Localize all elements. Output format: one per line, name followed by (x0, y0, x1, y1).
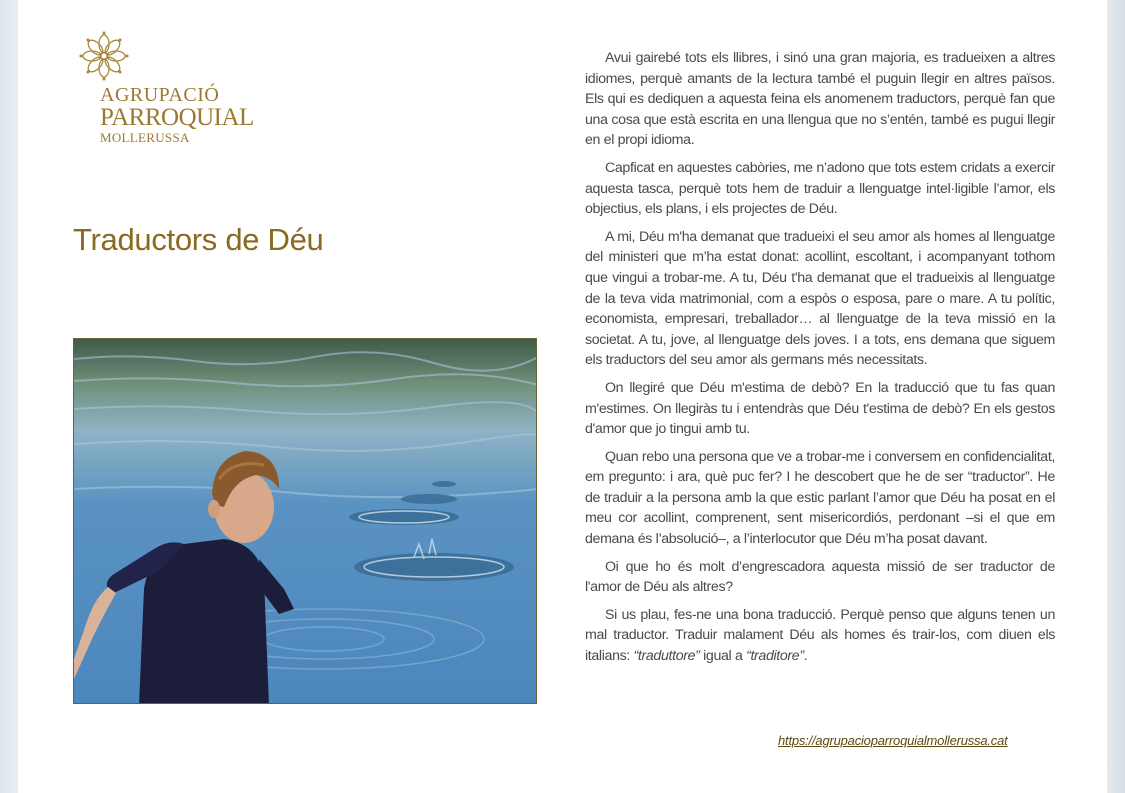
paragraph: A mi, Déu m'ha demanat que tradueixi el seu amor als homes al llenguatge del ministeri que m’ha estat donat: acollint, escoltant, i acompanyant tothom que vingui a trobar-me. A tu, Déu t'ha demanat que el tradueixis al llenguatge de la teva vida matrimonial, com a espòs o esposa, pare o mare. A tu polític, economista, empresari, treballador… al llenguatge de la teva missió en la societat. A tu, jove, al llenguatge dels joves. I a tots, ens demana que siguem els traductors del seu amor als germans més necessitats. (585, 228, 1055, 369)
logo-line-3: MOLLERUSSA (100, 130, 190, 145)
logo-line-2: PARROQUIAL (100, 104, 254, 131)
article-body (585, 48, 1055, 674)
paragraph: On llegiré que Déu m'estima de debò? En la traducció que tu fas quan m'estimes. On llegiràs tu i entendràs que Déu t'estima de debò? En els gestos d'amor que jo tingui amb tu. (585, 379, 1055, 438)
paragraph: Oi que ho és molt d’engrescadora aquesta missió de ser traductor de l'amor de Déu als altres? (585, 558, 1055, 596)
paragraph-last (585, 605, 1055, 667)
paragraph-last-prefix: Si us plau, fes-ne una bona traducció. Perquè penso que alguns tenen un mal traductor. Traduir malament Déu als homes és trair-los, com diuen els italians: (585, 606, 1055, 665)
term-traditore: “traditore” (746, 648, 804, 665)
term-traduttore: “traduttore” (633, 648, 700, 665)
website-link[interactable]: https://agrupacioparroquialmollerussa.cat (778, 733, 1008, 748)
flower-logo-icon (78, 30, 130, 82)
paragraph: Capficat en aquestes cabòries, me n’adono que tots estem cridats a exercir aquesta tasca, perquè tots hem de traduir a llenguatge intel·ligible l’amor, els objectius, els plans, i els projectes de Déu. (585, 159, 1055, 218)
page-title: Traductors de Déu (73, 222, 324, 257)
logo (78, 30, 278, 150)
paragraph-last-middle: igual a (699, 648, 747, 665)
boy-skipping-stone-photo (73, 338, 537, 704)
paragraph: Avui gairebé tots els llibres, i sinó una gran majoria, es tradueixen a altres idiomes, perquè amants de la lectura també el puguin llegir en altres països. Els qui es dediquen a aquesta feina els anomenem traductors, perquè fan que una cosa que està escrita en una llengua que no s’entén, també es pugui llegir en el propi idioma. (585, 50, 1055, 149)
paragraph-last-suffix: . (803, 648, 808, 665)
logo-line-1: AGRUPACIÓ (100, 84, 220, 106)
document-page (18, 0, 1107, 793)
paragraph: Quan rebo una persona que ve a trobar-me i conversem en confidencialitat, em pregunto: i ara, què puc fer? I he descobert que he de ser “traductor”. He de traduir a la persona amb la que estic parlant l’amor que Déu ha posat en el meu cor acollint, comprenent, sent misericordiós, perdonant –si el que em demana és l’absolució–, a l’interlocutor que Déu m’ha posat davant. (585, 448, 1056, 548)
